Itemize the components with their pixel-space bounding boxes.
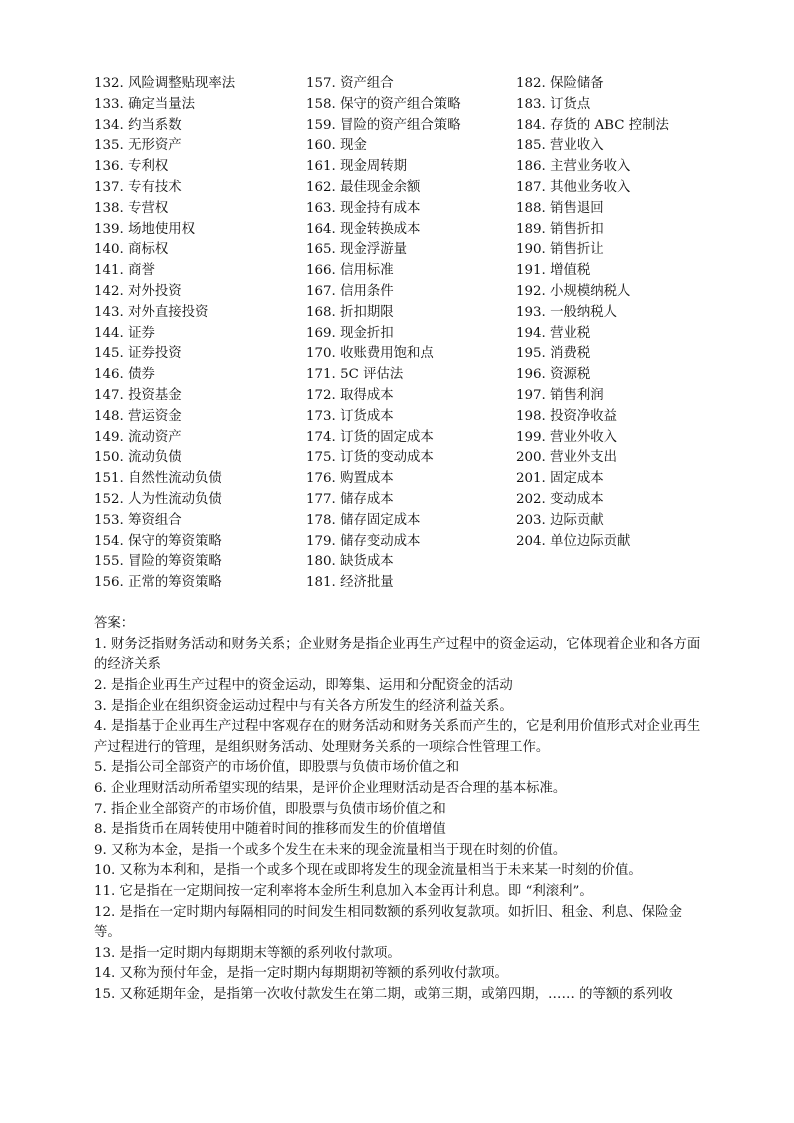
term-item: 190. 销售折让 [516, 242, 604, 258]
term-item: 139. 场地使用权 [94, 221, 196, 237]
answers-heading: 答案： [94, 616, 135, 631]
term-item: 133. 确定当量法 [94, 96, 196, 112]
term-item: 177. 储存成本 [306, 491, 394, 507]
term-item: 193. 一般纳税人 [516, 304, 618, 320]
term-item: 163. 现金持有成本 [306, 200, 421, 216]
answer-item: 4. 是指基于企业再生产过程中客观存在的财务活动和财务关系而产生的，它是利用价值形式对企业再生产过程进行的管理，是组织财务活动、处理财务关系的一项综合性管理工作。 [94, 719, 701, 755]
term-item: 199. 营业外收入 [516, 429, 618, 445]
term-item: 164. 现金转换成本 [306, 221, 421, 237]
term-item: 174. 订货的固定成本 [306, 429, 434, 445]
term-item: 169. 现金折扣 [306, 325, 394, 341]
term-item: 157. 资产组合 [306, 76, 394, 91]
term-item: 149. 流动资产 [94, 429, 182, 445]
answers-list [94, 635, 704, 1006]
term-item: 162. 最佳现金余额 [306, 179, 421, 195]
answer-item: 9. 又称为本金，是指一个或多个发生在未来的现金流量相当于现在时刻的价值。 [94, 842, 567, 858]
term-item: 160. 现金 [306, 138, 367, 154]
term-item: 146. 债券 [94, 367, 155, 383]
term-item: 198. 投资净收益 [516, 408, 618, 424]
answer-item: 15. 又称延期年金，是指第一次收付款发生在第二期，或第三期，或第四期，…… 的等额的系列收 [94, 986, 673, 1002]
term-item: 176. 购置成本 [306, 471, 394, 487]
term-item: 136. 专利权 [94, 159, 169, 175]
term-item: 156. 正常的筹资策略 [94, 575, 222, 591]
term-item: 132. 风险调整贴现率法 [94, 76, 236, 91]
term-item: 182. 保险储备 [516, 76, 604, 91]
term-item: 175. 订货的变动成本 [306, 450, 434, 466]
term-item: 154. 保守的筹资策略 [94, 533, 222, 549]
term-item: 155. 冒险的筹资策略 [94, 554, 222, 570]
term-item: 141. 商誉 [94, 263, 155, 279]
answer-item: 1. 财务泛指财务活动和财务关系；企业财务是指企业再生产过程中的资金运动，它体现着企业和各方面的经济关系 [94, 636, 701, 673]
term-item: 150. 流动负债 [94, 450, 182, 466]
answer-item: 2. 是指企业再生产过程中的资金运动，即筹集、运用和分配资金的活动 [94, 677, 513, 693]
term-item: 142. 对外投资 [94, 283, 182, 299]
term-item: 184. 存货的 ABC 控制法 [516, 117, 669, 133]
term-item: 159. 冒险的资产组合策略 [306, 117, 461, 133]
term-item: 186. 主营业务收入 [516, 159, 631, 175]
answers-section [94, 614, 704, 1005]
term-item: 148. 营运资金 [94, 408, 182, 424]
term-item: 168. 折扣期限 [306, 304, 394, 320]
term-column-1 [94, 74, 235, 594]
answer-item: 8. 是指货币在周转使用中随着时间的推移而发生的价值增值 [94, 822, 446, 838]
term-item: 147. 投资基金 [94, 387, 182, 403]
term-item: 137. 专有技术 [94, 179, 182, 195]
term-item: 151. 自然性流动负债 [94, 471, 222, 487]
term-item: 153. 筹资组合 [94, 512, 182, 528]
term-item: 170. 收账费用饱和点 [306, 346, 434, 362]
term-item: 204. 单位边际贡献 [516, 533, 631, 549]
term-item: 167. 信用条件 [306, 283, 394, 299]
term-item: 188. 销售退回 [516, 200, 604, 216]
term-item: 185. 营业收入 [516, 138, 604, 154]
term-item: 144. 证券 [94, 325, 155, 341]
term-item: 179. 储存变动成本 [306, 533, 421, 549]
term-item: 183. 订货点 [516, 96, 591, 112]
term-item: 178. 储存固定成本 [306, 512, 421, 528]
answer-item: 12. 是指在一定时期内每隔相同的时间发生相同数额的系列收复款项。如折旧、租金、利息、保险金等。 [94, 904, 682, 941]
term-item: 171. 5C 评估法 [306, 367, 404, 383]
answer-item: 14. 又称为预付年金，是指一定时期内每期期初等额的系列收付款项。 [94, 966, 508, 982]
term-item: 158. 保守的资产组合策略 [306, 96, 461, 112]
term-item: 143. 对外直接投资 [94, 304, 209, 320]
answer-item: 5. 是指公司全部资产的市场价值，即股票与负债市场价值之和 [94, 760, 460, 776]
term-item: 197. 销售利润 [516, 387, 604, 403]
answer-item: 3. 是指企业在组织资金运动过程中与有关各方所发生的经济利益关系。 [94, 698, 513, 714]
answer-item: 13. 是指一定时期内每期期末等额的系列收付款项。 [94, 945, 401, 961]
term-item: 194. 营业税 [516, 325, 591, 341]
term-item: 181. 经济批量 [306, 575, 394, 591]
term-item: 140. 商标权 [94, 242, 169, 258]
term-item: 135. 无形资产 [94, 138, 182, 154]
term-item: 189. 销售折扣 [516, 221, 604, 237]
term-item: 200. 营业外支出 [516, 450, 618, 466]
term-item: 187. 其他业务收入 [516, 179, 631, 195]
answer-item: 10. 又称为本利和，是指一个或多个现在或即将发生的现金流量相当于未来某一时刻的价值。 [94, 863, 642, 879]
term-item: 203. 边际贡献 [516, 512, 604, 528]
term-item: 191. 增值税 [516, 263, 591, 279]
term-item: 201. 固定成本 [516, 471, 604, 487]
term-item: 166. 信用标准 [306, 263, 394, 279]
term-item: 165. 现金浮游量 [306, 242, 408, 258]
term-item: 180. 缺货成本 [306, 554, 394, 570]
term-item: 196. 资源税 [516, 367, 591, 383]
term-item: 173. 订货成本 [306, 408, 394, 424]
answer-item: 7. 指企业全部资产的市场价值，即股票与负债市场价值之和 [94, 801, 446, 817]
term-item: 192. 小规模纳税人 [516, 283, 631, 299]
term-item: 195. 消费税 [516, 346, 591, 362]
term-item: 134. 约当系数 [94, 117, 182, 133]
term-item: 145. 证券投资 [94, 346, 182, 362]
term-column-3 [516, 74, 669, 552]
answer-item: 11. 它是指在一定期间按一定利率将本金所生利息加入本金再计利息。即 “利滚利”。 [94, 883, 593, 899]
answer-item: 6. 企业理财活动所希望实现的结果，是评价企业理财活动是否合理的基本标准。 [94, 780, 567, 796]
term-item: 172. 取得成本 [306, 387, 394, 403]
term-item: 152. 人为性流动负债 [94, 491, 222, 507]
term-item: 202. 变动成本 [516, 491, 604, 507]
term-item: 138. 专营权 [94, 200, 169, 216]
term-item: 161. 现金周转期 [306, 159, 408, 175]
term-column-2 [306, 74, 461, 594]
